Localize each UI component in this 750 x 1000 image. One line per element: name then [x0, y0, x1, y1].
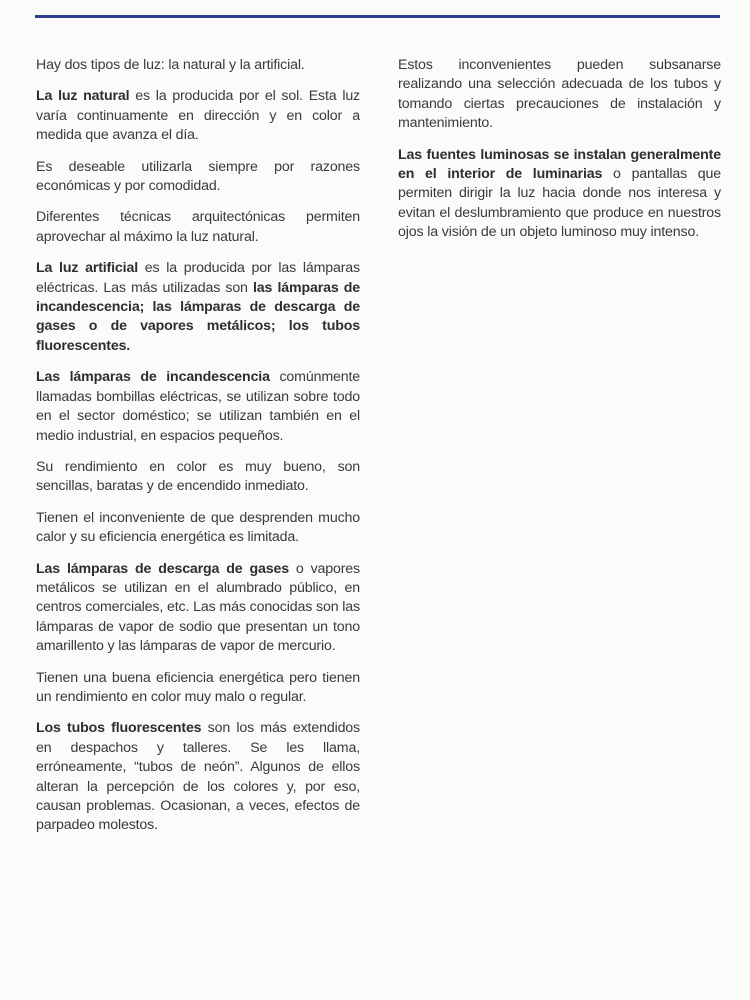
paragraph	[36, 560, 360, 657]
body-text: Es deseable utilizarla siempre por razones económicas y por comodidad.	[36, 158, 360, 195]
left-text-column	[36, 56, 360, 848]
body-text: es la producida por el sol. Esta luz varía continuamente en dirección y en color a medida que avanza el día.	[36, 88, 361, 144]
paragraph	[36, 158, 360, 197]
body-text: Estos inconvenientes pueden subsanarse realizando una selección adecuada de los tubos y tomando ciertas precauciones de instalación y mantenimiento.	[398, 57, 721, 132]
body-text: comúnmente llamadas bombillas eléctricas, se utilizan sobre todo en el sector doméstico; se utilizan también en el medio industrial, en espacios pequeños.	[36, 369, 360, 444]
paragraph	[36, 719, 360, 835]
bold-text: Los tubos fluorescentes	[36, 720, 202, 737]
body-text: son los más extendidos en despachos y talleres. Se les llama, erróneamente, “tubos de neón”. Algunos de ellos alteran la percepción de los colores y, por eso, causan problemas. Ocasionan, a veces, efectos de parpadeo molestos.	[36, 720, 360, 834]
paragraph	[36, 259, 360, 356]
paragraph	[36, 208, 360, 247]
bold-text: La luz artificial	[36, 260, 138, 277]
bold-text: Las lámparas de incandescencia	[36, 369, 270, 386]
bold-text: las lámparas de incandescencia; las lámparas de descarga de gases o de vapores metálicos; los tubos fluorescentes.	[36, 279, 361, 354]
paragraph	[36, 669, 360, 708]
body-text: o pantallas que permiten dirigir la luz hacia donde nos interesa y evitan el deslumbramiento que produce en nuestros ojos la visión de un objeto luminoso muy intenso.	[398, 166, 721, 241]
bold-text: Las fuentes luminosas se instalan generalmente en el interior de luminarias	[398, 146, 721, 183]
paragraph	[36, 56, 360, 75]
body-text: Diferentes técnicas arquitectónicas permiten aprovechar al máximo la luz natural.	[36, 209, 360, 245]
paragraph	[398, 146, 721, 243]
body-text: Tienen una buena eficiencia energética pero tienen un rendimiento en color muy malo o regular.	[36, 669, 360, 705]
paragraph	[36, 368, 360, 446]
bold-text: Las lámparas de descarga de gases	[36, 560, 289, 577]
right-text-column	[398, 56, 721, 255]
paragraph	[36, 87, 360, 145]
body-text: o vapores metálicos se utilizan en el alumbrado público, en centros comerciales, etc. Las más conocidas son las lámparas de vapor de sodio que presentan un tono amarillento y las lámparas de vapor de mercurio.	[36, 560, 360, 655]
body-text: es la producida por las lámparas eléctricas. Las más utilizadas son	[36, 260, 360, 296]
paragraph	[36, 458, 360, 497]
body-text: Tienen el inconveniente de que desprenden mucho calor y su eficiencia energética es limitada.	[36, 509, 360, 546]
body-text: Hay dos tipos de luz: la natural y la artificial.	[36, 57, 305, 73]
paragraph	[36, 509, 360, 548]
body-text: Su rendimiento en color es muy bueno, son sencillas, baratas y de encendido inmediato.	[36, 458, 360, 495]
paragraph	[398, 56, 721, 134]
bold-text: La luz natural	[36, 88, 130, 105]
header-rule	[35, 15, 720, 18]
